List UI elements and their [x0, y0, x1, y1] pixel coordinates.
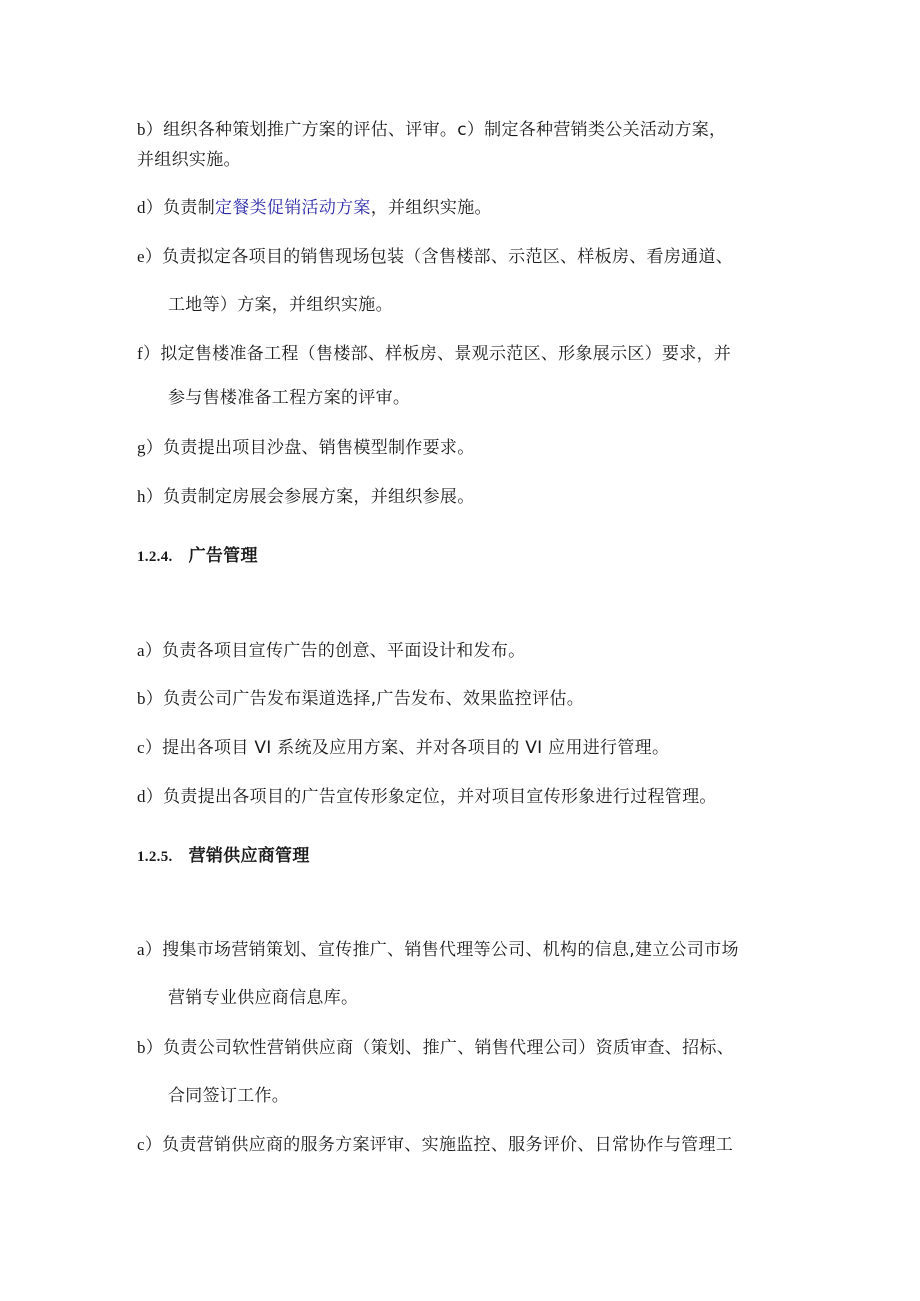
list-marker: g） [137, 438, 164, 457]
list-item [137, 1134, 733, 1156]
list-item [137, 1037, 734, 1059]
list-item-continuation [137, 149, 241, 171]
list-marker: b） [137, 120, 164, 139]
list-item-continuation [168, 294, 393, 316]
section-title: 营销供应商管理 [188, 846, 310, 866]
list-item-text: 工地等）方案，并组织实施。 [168, 295, 393, 315]
list-item-text: 组织各种策划推广方案的评估、评审。c）制定各种营销类公关活动方案， [163, 120, 727, 140]
list-item-text: 负责提出各项目的广告宣传形象定位，并对项目宣传形象进行过程管理。 [163, 787, 717, 807]
list-item-link[interactable]: 定餐类促销活动方案 [215, 198, 371, 218]
list-item [137, 119, 726, 141]
list-item-text: 负责提出项目沙盘、销售模型制作要求。 [163, 438, 475, 458]
list-item-text: 负责拟定各项目的销售现场包装（含售楼部、示范区、样板房、看房通道、 [162, 247, 734, 267]
list-item [137, 786, 717, 808]
list-item-text: 拟定售楼准备工程（售楼部、样板房、景观示范区、形象展示区）要求，并 [160, 344, 732, 364]
list-item [137, 437, 475, 459]
list-marker: c） [137, 738, 163, 757]
list-item [137, 688, 584, 710]
list-marker: f） [137, 344, 161, 363]
list-item-continuation [168, 387, 410, 409]
section-heading [137, 545, 258, 568]
list-item-text: 负责制定房展会参展方案，并组织参展。 [163, 487, 475, 507]
list-marker: c） [137, 1135, 163, 1154]
list-item-text: 负责营销供应商的服务方案评审、实施监控、服务评价、日常协作与管理工 [162, 1135, 734, 1155]
list-item [137, 640, 525, 662]
list-item-text: 参与售楼准备工程方案的评审。 [168, 388, 411, 408]
section-number: 1.2.5. [137, 849, 173, 865]
list-item [137, 343, 731, 365]
list-item-text: 合同签订工作。 [168, 1086, 290, 1106]
list-item-text: 营销专业供应商信息库。 [168, 988, 359, 1008]
list-item-continuation [168, 1085, 289, 1107]
list-marker: a） [137, 641, 163, 660]
list-item [137, 939, 739, 961]
list-marker: d） [137, 787, 164, 806]
list-item [137, 246, 733, 268]
list-item-text: 负责公司软性营销供应商（策划、推广、销售代理公司）资质审查、招标、 [163, 1038, 735, 1058]
list-item [137, 737, 669, 759]
list-marker: e） [137, 247, 163, 266]
section-title: 广告管理 [188, 546, 258, 566]
list-item-text: 搜集市场营销策划、宣传推广、销售代理等公司、机构的信息,建立公司市场 [162, 940, 739, 960]
section-number: 1.2.4. [137, 549, 173, 565]
section-heading [137, 845, 310, 868]
list-marker: b） [137, 689, 164, 708]
list-item-text: ，并组织实施。 [370, 198, 492, 218]
list-item-continuation [168, 987, 358, 1009]
list-item [137, 486, 475, 508]
list-item-text: 负责公司广告发布渠道选择,广告发布、效果监控评估。 [163, 689, 585, 709]
list-item [137, 197, 492, 219]
list-item-text: 提出各项目 VI 系统及应用方案、并对各项目的 VI 应用进行管理。 [162, 738, 670, 758]
list-marker: a） [137, 940, 163, 959]
list-item-text: 负责制 [163, 198, 216, 218]
list-marker: d） [137, 198, 164, 217]
list-item-text: 负责各项目宣传广告的创意、平面设计和发布。 [162, 641, 526, 661]
list-item-text: 并组织实施。 [137, 150, 241, 170]
list-marker: h） [137, 487, 164, 506]
list-marker: b） [137, 1038, 164, 1057]
